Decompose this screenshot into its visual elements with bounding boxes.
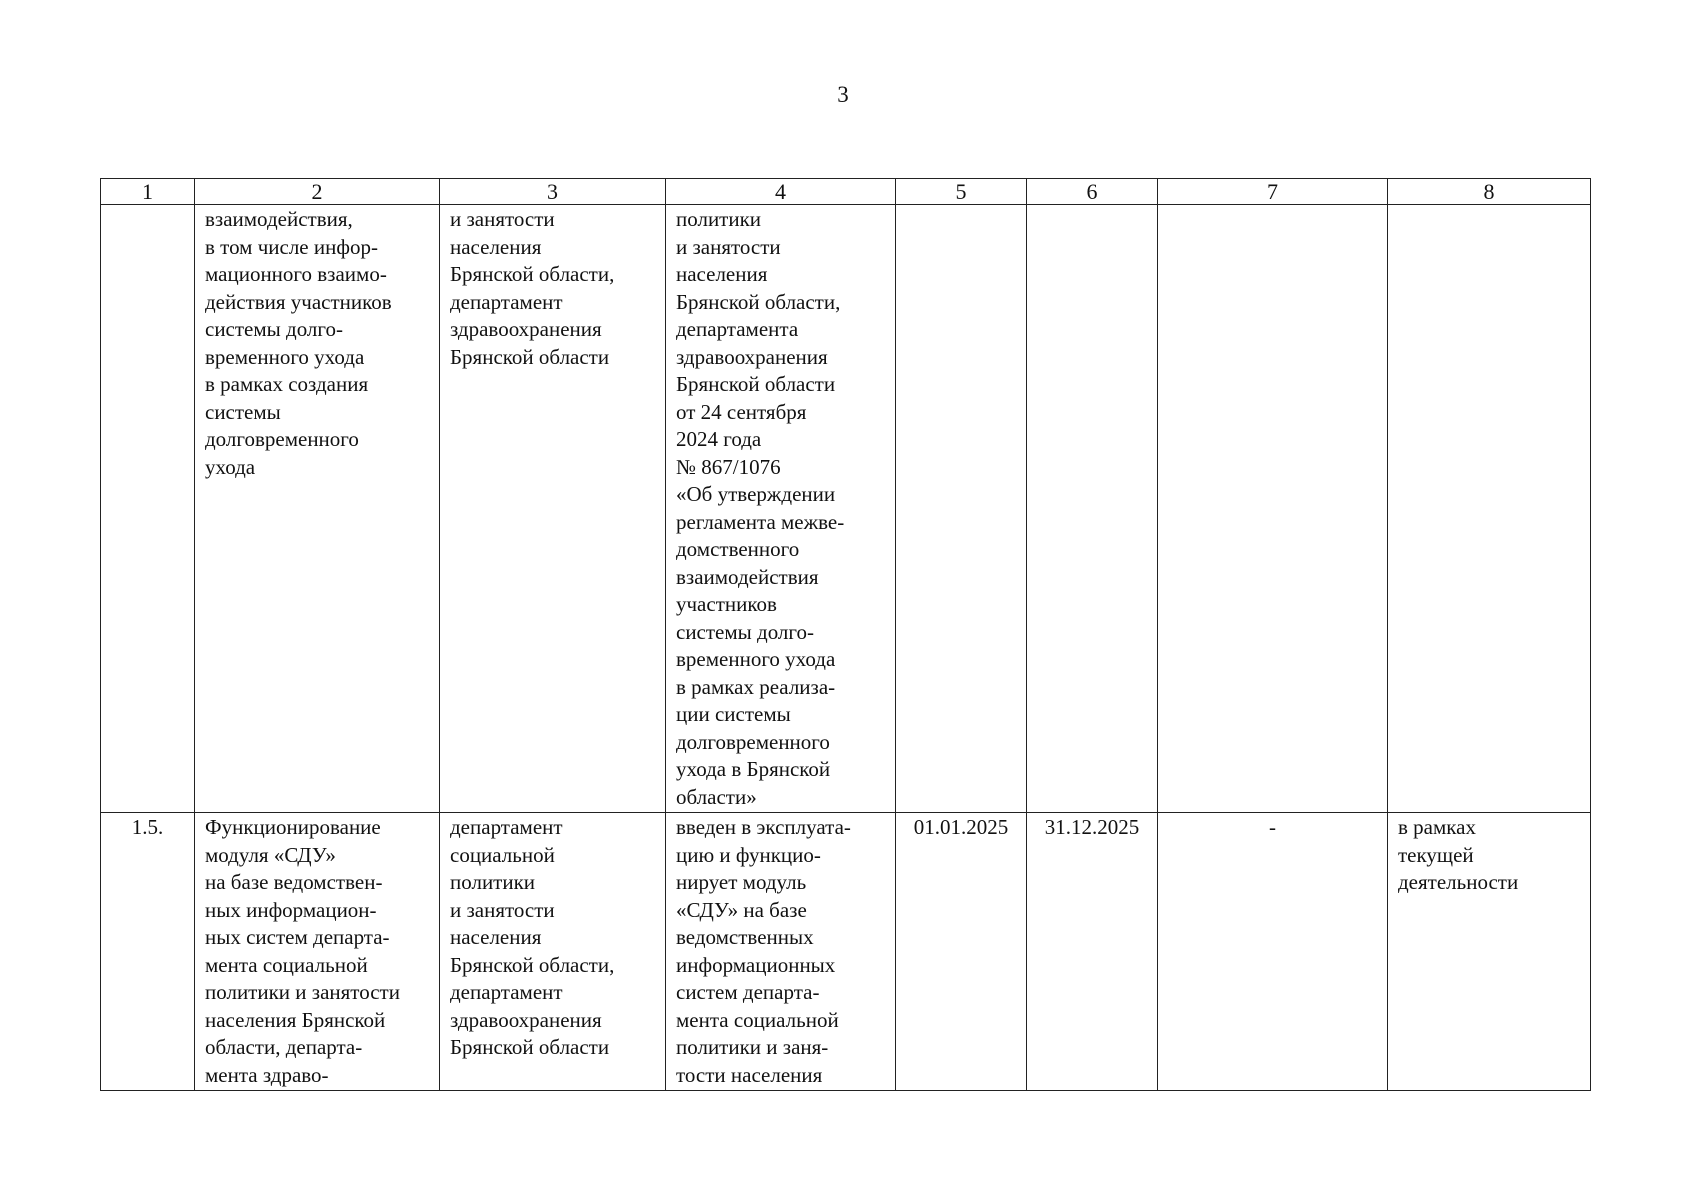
cell-text: 01.01.2025 (913, 815, 1009, 839)
cell-end-date (1027, 205, 1158, 813)
cell-text: и занятости населения Брянской области, департамент здравоохранения Брянской области (450, 207, 615, 369)
column-header-6: 6 (1027, 179, 1158, 205)
table-row (101, 813, 1591, 1091)
cell-text: Функционирование модуля «СДУ» на базе ведомствен- ных информацион- ных систем департа- мента социальной политики и занятости населения Брянской области, департа- мента здраво- (205, 815, 400, 1087)
cell-start-date (896, 205, 1027, 813)
table-row (101, 205, 1591, 813)
header-row (101, 179, 1591, 205)
cell-funding (1388, 205, 1591, 813)
column-header-8: 8 (1388, 179, 1591, 205)
page-number: 3 (837, 82, 849, 107)
cell-text: введен в эксплуата- цию и функцио- нирует модуль «СДУ» на базе ведомственных информационных систем департа- мента социальной политики и заня- тости населения (676, 815, 851, 1087)
cell-text: в рамках текущей деятельности (1398, 815, 1519, 894)
cell-start-date (896, 813, 1027, 1091)
column-header-3: 3 (440, 179, 666, 205)
cell-responsible (440, 813, 666, 1091)
cell-text: взаимодействия, в том числе инфор- мационного взаимо- действия участников системы долго- временного ухода в рамках создания системы долговременного ухода (205, 207, 392, 479)
column-header-2: 2 (195, 179, 440, 205)
cell-text: департамент социальной политики и занятости населения Брянской области, департамент здравоохранения Брянской области (450, 815, 615, 1059)
cell-col7 (1158, 205, 1388, 813)
cell-text: 31.12.2025 (1044, 815, 1140, 839)
column-header-7: 7 (1158, 179, 1388, 205)
cell-activity (195, 813, 440, 1091)
cell-text: политики и занятости населения Брянской области, департамента здравоохранения Брянской области от 24 сентября 2024 года № 867/1076 «Об утверждении регламента межве- домственного взаимодействия участников системы долго- временного ухода в рамках реализа- ции системы долговременного ухода в Брянской области» (676, 207, 845, 809)
cell-number (101, 205, 195, 813)
cell-col7 (1158, 813, 1388, 1091)
cell-end-date (1027, 813, 1158, 1091)
cell-text: 1.5. (131, 815, 164, 839)
column-header-1: 1 (101, 179, 195, 205)
document-table (100, 178, 1591, 1091)
cell-result (666, 205, 896, 813)
cell-result (666, 813, 896, 1091)
column-header-4: 4 (666, 179, 896, 205)
cell-number (101, 813, 195, 1091)
cell-responsible (440, 205, 666, 813)
column-header-5: 5 (896, 179, 1027, 205)
cell-funding (1388, 813, 1591, 1091)
cell-activity (195, 205, 440, 813)
cell-text: - (1269, 815, 1276, 839)
